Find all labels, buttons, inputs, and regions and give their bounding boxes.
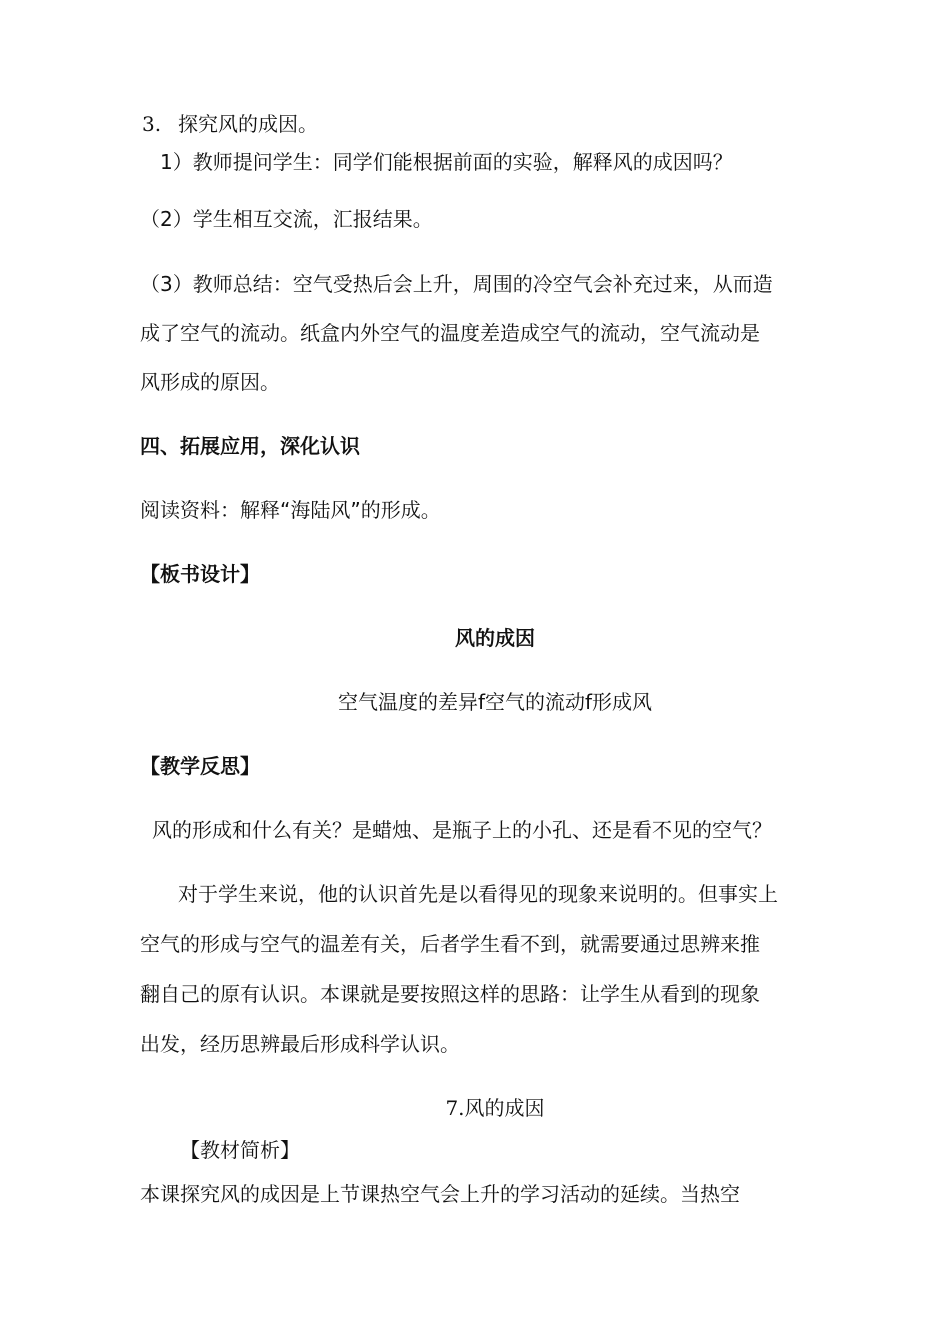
- reflection-paragraph-line-1: 对于学生来说，他的认识首先是以看得见的现象来说明的。但事实上: [178, 882, 778, 906]
- analysis-line-1: 本课探究风的成因是上节课热空气会上升的学习活动的延续。当热空: [140, 1182, 740, 1206]
- reflection-heading: 【教学反思】: [140, 754, 260, 778]
- board-flow: 空气温度的差异f空气的流动f形成风: [337, 690, 653, 714]
- step3-summary-line-1: （3）教师总结：空气受热后会上升，周围的冷空气会补充过来，从而造: [140, 272, 773, 296]
- board-title: 风的成因: [455, 626, 535, 650]
- part4-heading: 四、拓展应用，深化认识: [140, 434, 360, 458]
- reflection-paragraph-line-3: 翻自己的原有认识。本课就是要按照这样的思路：让学生从看到的现象: [140, 982, 760, 1006]
- step3-question-2: （2）学生相互交流，汇报结果。: [140, 207, 433, 231]
- step3-heading: 探究风的成因。: [178, 112, 318, 136]
- lesson7-title: 7.风的成因: [445, 1096, 545, 1120]
- part4-reading: 阅读资料：解释“海陆风”的形成。: [140, 498, 441, 522]
- board-design-heading: 【板书设计】: [140, 562, 260, 586]
- reflection-paragraph-line-2: 空气的形成与空气的温差有关，后者学生看不到，就需要通过思辨来推: [140, 932, 760, 956]
- step3-number: 3.: [142, 112, 162, 136]
- reflection-paragraph-line-4: 出发，经历思辨最后形成科学认识。: [140, 1032, 460, 1056]
- step3-summary-line-2: 成了空气的流动。纸盒内外空气的温度差造成空气的流动，空气流动是: [140, 321, 760, 345]
- reflection-question: 风的形成和什么有关？是蜡烛、是瓶子上的小孔、还是看不见的空气？: [152, 818, 772, 842]
- step3-summary-line-3: 风形成的原因。: [140, 370, 280, 394]
- step3-question-1: 1）教师提问学生：同学们能根据前面的实验，解释风的成因吗？: [160, 150, 733, 174]
- analysis-heading: 【教材简析】: [180, 1138, 300, 1162]
